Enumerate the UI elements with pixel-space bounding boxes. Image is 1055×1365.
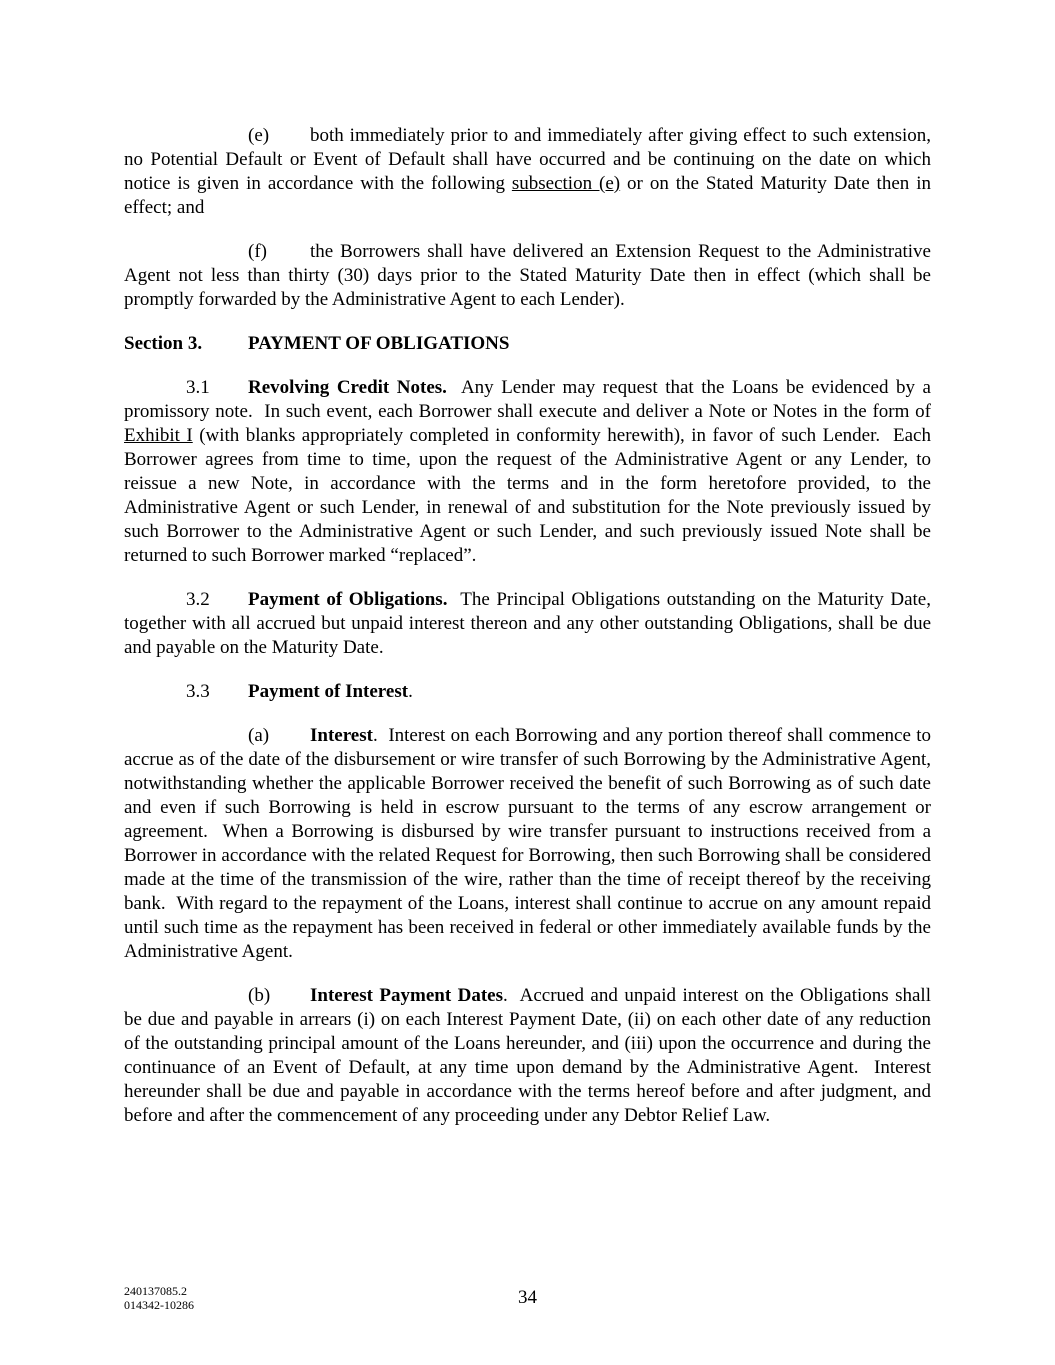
paragraph-e-text-2: or on the Stated Maturity Date then in effect; and: [124, 173, 931, 218]
subsection-e-reference: subsection (e): [511, 173, 621, 194]
section-title: PAYMENT OF OBLIGATIONS: [248, 333, 510, 354]
footer-doc-id-2: 014342-10286: [124, 1298, 194, 1312]
paragraph-e-text-1: both immediately prior to and immediately after giving effect to such extension, no Potential Default or Event of Default shall have occurred and be continuing on the date on which notice is given in accordance with the following: [124, 125, 931, 194]
paragraph-f: [124, 240, 931, 312]
section-3-1-number: 3.1: [186, 377, 210, 398]
section-3-3: [124, 680, 931, 704]
section-3-3-a-heading: Interest: [310, 725, 373, 746]
section-heading: [124, 332, 931, 356]
section-3-2: [124, 588, 936, 660]
section-3-2-number: 3.2: [186, 589, 210, 610]
section-3-2-heading: Payment of Obligations.: [248, 589, 448, 610]
exhibit-i-reference: Exhibit I: [124, 425, 193, 446]
document-body: [124, 124, 936, 1128]
paragraph-f-text: the Borrowers shall have delivered an Extension Request to the Administrative Agent not less than thirty (30) days prior to the Stated Maturity Date then in effect (which shall be promptly forwarded by the Administrative Agent to each Lender).: [124, 241, 931, 310]
paragraph-e-label: (e): [248, 125, 270, 146]
section-3-1-text-2: (with blanks appropriately completed in conformity herewith), in favor of such Lender. Each Borrower agrees from time to time, upon the request of the Administrative Agent or any Lender, to reissue a new Note, in accordance with the terms and in the form heretofore provided, to the Administrative Agent or such Lender, in renewal of and substitution for the Note previously issued by such Borrower to the Administrative Agent or such Lender, and such previously issued Note shall be returned to such Borrower marked “replaced”.: [124, 425, 936, 566]
section-3-3-b-label: (b): [248, 985, 271, 1006]
section-3-3-b-heading: Interest Payment Dates: [310, 985, 504, 1006]
section-3-3-b: [124, 984, 936, 1128]
section-3-3-b-text: . Accrued and unpaid interest on the Obligations shall be due and payable in arrears (i) on each Interest Payment Date, (ii) on each other date of any reduction of the outstanding principal amount of the Loans hereunder, and (iii) upon the occurrence and during the continuance of an Event of Default, at any time upon demand by the Administrative Agent. Interest hereunder shall be due and payable in accordance with the terms hereof before and after judgment, and before and after the commencement of any proceeding under any Debtor Relief Law.: [124, 985, 936, 1126]
section-3-2-text: The Principal Obligations outstanding on the Maturity Date, together with all accrued but unpaid interest thereon and any other outstanding Obligations, shall be due and payable on the Maturity Date.: [124, 589, 936, 658]
section-3-1: [124, 376, 936, 568]
section-3-3-a-text: . Interest on each Borrowing and any portion thereof shall commence to accrue as of the date of the disbursement or wire transfer of such Borrowing by the Administrative Agent, notwithstanding whether the applicable Borrower received the benefit of such Borrowing as of such date and even if such Borrowing is held in escrow pursuant to the terms of any escrow arrangement or agreement. When a Borrowing is disbursed by wire transfer pursuant to instructions received from a Borrower in accordance with the related Request for Borrowing, then such Borrowing shall be considered made at the time of the transmission of the wire, rather than the time of receipt thereof by the receiving bank. With regard to the repayment of the Loans, interest shall continue to accrue on any amount repaid until such time as the repayment has been received in federal or other immediately available funds by the Administrative Agent.: [124, 725, 936, 962]
paragraph-e: [124, 124, 931, 220]
section-label: Section 3.: [124, 333, 203, 354]
page-number: 34: [518, 1287, 537, 1308]
section-3-3-heading: Payment of Interest: [248, 681, 409, 702]
section-3-1-heading: Revolving Credit Notes.: [248, 377, 447, 398]
section-3-3-a-label: (a): [248, 725, 270, 746]
section-3-3-suffix: .: [408, 681, 413, 702]
section-3-3-number: 3.3: [186, 681, 210, 702]
section-3-1-text-1: Any Lender may request that the Loans be evidenced by a promissory note. In such event, each Borrower shall execute and deliver a Note or Notes in the form of: [124, 377, 936, 422]
section-3-3-a: [124, 724, 936, 964]
footer-doc-id-1: 240137085.2: [124, 1284, 187, 1298]
paragraph-f-label: (f): [248, 241, 267, 262]
